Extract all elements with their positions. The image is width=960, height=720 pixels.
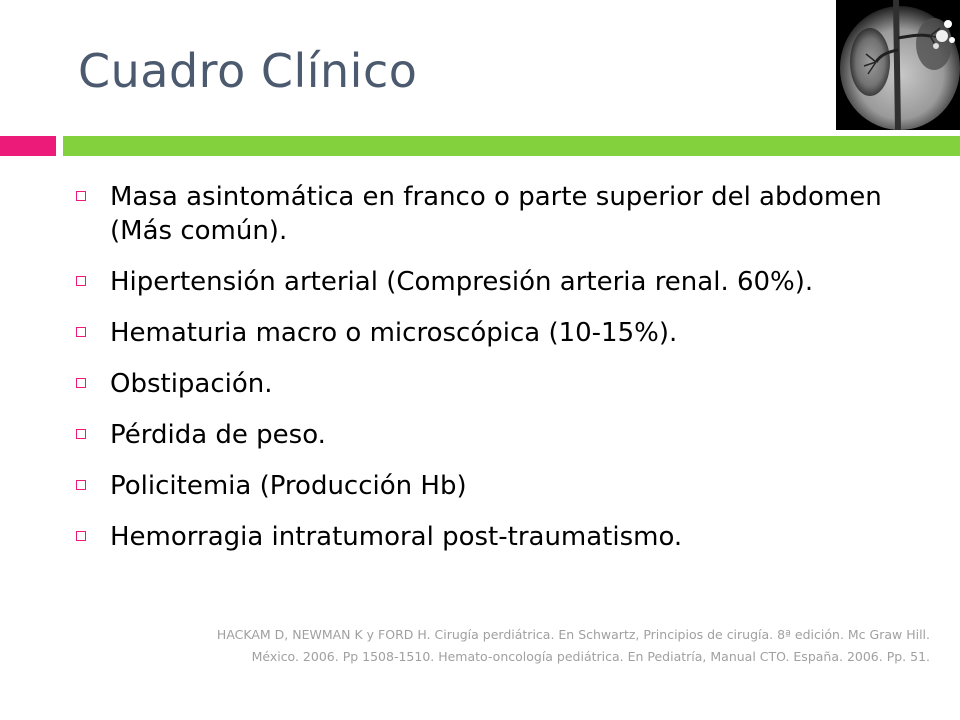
list-item — [74, 316, 894, 350]
accent-bar-pink — [0, 136, 56, 156]
bullet-text: Hipertensión arterial (Compresión arteria renal. 60%). — [110, 267, 814, 297]
square-bullet-icon — [76, 429, 86, 439]
square-bullet-icon — [76, 378, 86, 388]
list-item — [74, 520, 894, 554]
renal-angiogram-image — [836, 0, 960, 130]
bullet-text: Hematuria macro o microscópica (10-15%). — [110, 318, 678, 348]
reference-citation — [70, 624, 930, 668]
list-item — [74, 367, 894, 401]
bullet-list — [74, 180, 894, 571]
list-item — [74, 265, 894, 299]
reference-line-2: México. 2006. Pp 1508-1510. Hemato-oncología pediátrica. En Pediatría, Manual CTO. España. 2006. Pp. 51. — [251, 649, 930, 664]
square-bullet-icon — [76, 327, 86, 337]
reference-line-1: HACKAM D, NEWMAN K y FORD H. Cirugía perdiátrica. En Schwartz, Principios de cirugía. 8ª edición. Mc Graw Hill. — [216, 627, 930, 642]
list-item — [74, 418, 894, 452]
angiogram-graphic — [836, 0, 960, 130]
slide-title: Cuadro Clínico — [78, 44, 418, 98]
bullet-text: Hemorragia intratumoral post-traumatismo. — [110, 522, 683, 552]
bullet-text: Obstipación. — [110, 369, 273, 399]
square-bullet-icon — [76, 276, 86, 286]
list-item — [74, 469, 894, 503]
square-bullet-icon — [76, 191, 86, 201]
square-bullet-icon — [76, 531, 86, 541]
accent-bar-green — [63, 136, 960, 156]
bullet-text: Pérdida de peso. — [110, 420, 326, 450]
square-bullet-icon — [76, 480, 86, 490]
list-item — [74, 180, 894, 248]
bullet-text: Policitemia (Producción Hb) — [110, 471, 467, 501]
bullet-text: Masa asintomática en franco o parte superior del abdomen (Más común). — [110, 182, 882, 246]
